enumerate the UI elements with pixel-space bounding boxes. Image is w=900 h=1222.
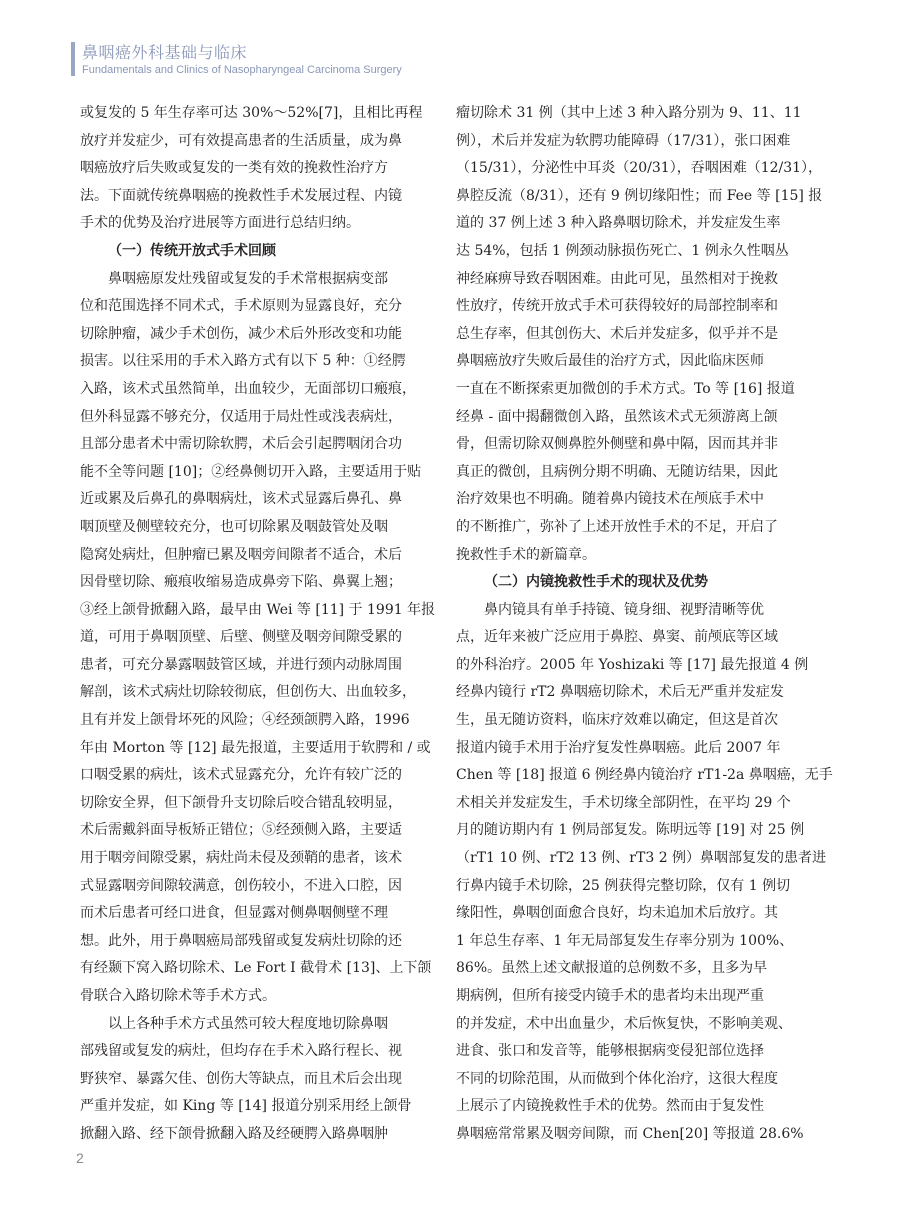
text-line: 隐窝处病灶，但肿瘤已累及咽旁间隙者不适合，术后 xyxy=(80,546,402,563)
text-line: 术后需戴斜面导板矫正错位；⑤经颈侧入路，主要适 xyxy=(80,822,402,839)
text-line: 部残留或复发的病灶，但均存在手术入路行程长、视 xyxy=(80,1043,402,1060)
text-line: 达 54%，包括 1 例颈动脉损伤死亡、1 例永久性咽丛 xyxy=(456,242,789,259)
text-line: 瘤切除术 31 例（其中上述 3 种入路分别为 9、11、11 xyxy=(456,105,802,121)
text-line: 治疗效果也不明确。随着鼻内镜技术在颅底手术中 xyxy=(456,491,764,508)
text-line: 期病例，但所有接受内镜手术的患者均未出现严重 xyxy=(456,988,764,1004)
text-line: 挽救性手术的新篇章。 xyxy=(456,546,596,563)
text-line: 切除肿瘤，减少手术创伤，减少术后外形改变和功能 xyxy=(80,325,402,342)
text-line: 入路，该术式虽然简单，出血较少，无面部切口瘢痕， xyxy=(80,380,416,397)
text-line: 86%。虽然上述文献报道的总例数不多，且多为早 xyxy=(456,960,768,977)
text-line: 但外科显露不够充分，仅适用于局灶性或浅表病灶， xyxy=(80,408,402,425)
text-line: 的并发症，术中出血量少，术后恢复快，不影响美观、 xyxy=(456,1015,792,1032)
text-line: 道，可用于鼻咽顶壁、后壁、侧壁及咽旁间隙受累的 xyxy=(80,629,402,646)
text-line: 术相关并发症发生，手术切缘全部阴性，在平均 29 个 xyxy=(456,794,791,811)
text-line: 鼻内镜具有单手持镜、镜身细、视野清晰等优 xyxy=(484,601,764,618)
text-line: 野狭窄、暴露欠佳、创伤大等缺点，而且术后会出现 xyxy=(80,1070,402,1087)
text-line: 咽顶壁及侧壁较充分，也可切除累及咽鼓管处及咽 xyxy=(80,518,388,535)
text-line: 损害。以往采用的手术入路方式有以下 5 种：①经腭 xyxy=(80,353,406,370)
text-line: （rT1 10 例、rT2 13 例、rT3 2 例）鼻咽部复发的患者进 xyxy=(456,850,827,867)
left-text-column xyxy=(80,100,436,1149)
text-line: 一直在不断探索更加微创的手术方式。To 等 [16] 报道 xyxy=(456,380,795,397)
text-line: 位和范围选择不同术式，手术原则为显露良好，充分 xyxy=(80,298,402,315)
section-heading: （二）内镜挽救性手术的现状及优势 xyxy=(484,574,708,591)
text-line: 神经麻痹导致吞咽困难。由此可见，虽然相对于挽救 xyxy=(456,270,778,287)
text-line: 缘阳性，鼻咽创面愈合良好，均未追加术后放疗。其 xyxy=(456,905,778,922)
text-line: 生，虽无随访资料，临床疗效难以确定，但这是首次 xyxy=(456,712,778,729)
text-line: 点，近年来被广泛应用于鼻腔、鼻窦、前颅底等区域 xyxy=(456,629,778,646)
text-line: 而术后患者可经口进食，但显露对侧鼻咽侧壁不理 xyxy=(80,905,388,922)
text-line: 用于咽旁间隙受累，病灶尚未侵及颈鞘的患者，该术 xyxy=(80,850,402,867)
text-line: 法。下面就传统鼻咽癌的挽救性手术发展过程、内镜 xyxy=(80,187,402,204)
page-number: 2 xyxy=(76,1150,84,1166)
text-line: 切除安全界，但下颌骨升支切除后咬合错乱较明显， xyxy=(80,794,402,811)
text-line: 1 年总生存率、1 年无局部复发生存率分别为 100%、 xyxy=(456,932,794,949)
text-line: 真正的微创，且病例分期不明确、无随访结果，因此 xyxy=(456,463,778,480)
running-header-title: 鼻咽癌外科基础与临床 xyxy=(82,43,248,62)
text-line: 且部分患者术中需切除软腭，术后会引起腭咽闭合功 xyxy=(80,436,402,453)
running-header-subtitle: Fundamentals and Clinics of Nasopharyngeal Carcinoma Surgery xyxy=(82,64,402,76)
text-line: ③经上颌骨掀翻入路，最早由 Wei 等 [11] 于 1991 年报 xyxy=(80,601,436,618)
text-line: 总生存率，但其创伤大、术后并发症多，似乎并不是 xyxy=(456,325,778,342)
text-line: 鼻咽癌原发灶残留或复发的手术常根据病变部 xyxy=(108,270,388,287)
header-accent-bar xyxy=(71,42,75,76)
text-line: 想。此外，用于鼻咽癌局部残留或复发病灶切除的还 xyxy=(80,932,402,949)
right-text-column xyxy=(456,100,833,1149)
text-line: 月的随访期内有 1 例局部复发。陈明远等 [19] 对 25 例 xyxy=(456,822,805,839)
text-line: 解剖，该术式病灶切除较彻底，但创伤大、出血较多， xyxy=(80,684,416,701)
text-line: 患者，可充分暴露咽鼓管区域，并进行颈内动脉周围 xyxy=(80,656,402,673)
text-line: 有经颞下窝入路切除术、Le Fort I 截骨术 [13]、上下颌 xyxy=(80,960,432,977)
text-line: 掀翻入路、经下颌骨掀翻入路及经硬腭入路鼻咽肿 xyxy=(80,1125,388,1142)
text-line: 进食、张口和发音等，能够根据病变侵犯部位选择 xyxy=(456,1043,764,1060)
text-line: 式显露咽旁间隙较满意，创伤较小，不进入口腔，因 xyxy=(80,877,402,894)
text-line: 口咽受累的病灶，该术式显露充分，允许有较广泛的 xyxy=(80,767,402,784)
text-line: 行鼻内镜手术切除，25 例获得完整切除，仅有 1 例切 xyxy=(456,877,791,894)
text-line: 咽癌放疗后失败或复发的一类有效的挽救性治疗方 xyxy=(80,160,388,177)
text-line: 性放疗，传统开放式手术可获得较好的局部控制率和 xyxy=(456,298,778,315)
text-line: 道的 37 例上述 3 种入路鼻咽切除术，并发症发生率 xyxy=(456,215,781,232)
text-line: 上展示了内镜挽救性手术的优势。然而由于复发性 xyxy=(456,1098,764,1115)
text-line: 手术的优势及治疗进展等方面进行总结归纳。 xyxy=(80,215,360,232)
text-line: 例），术后并发症为软腭功能障碍（17/31），张口困难 xyxy=(456,132,791,149)
text-line: 骨，但需切除双侧鼻腔外侧壁和鼻中隔，因而其并非 xyxy=(456,436,778,453)
text-line: 且有并发上颌骨坏死的风险；④经颈颌腭入路，1996 xyxy=(80,712,410,729)
text-line: 经鼻 - 面中揭翻微创入路，虽然该术式无须游离上颌 xyxy=(456,408,778,425)
section-heading: （一）传统开放式手术回顾 xyxy=(108,242,276,259)
text-line: 报道内镜手术用于治疗复发性鼻咽癌。此后 2007 年 xyxy=(456,739,781,756)
text-line: 的外科治疗。2005 年 Yoshizaki 等 [17] 最先报道 4 例 xyxy=(456,656,809,673)
text-line: 放疗并发症少，可有效提高患者的生活质量，成为鼻 xyxy=(80,132,402,149)
text-line: 不同的切除范围，从而做到个体化治疗，这很大程度 xyxy=(456,1070,778,1087)
text-line: 骨联合入路切除术等手术方式。 xyxy=(80,988,276,1004)
text-line: 经鼻内镜行 rT2 鼻咽癌切除术，术后无严重并发症发 xyxy=(456,684,784,701)
text-line: 以上各种手术方式虽然可较大程度地切除鼻咽 xyxy=(108,1015,388,1032)
text-line: 能不全等问题 [10]；②经鼻侧切开入路，主要适用于贴 xyxy=(80,463,422,480)
text-line: 鼻咽癌放疗失败后最佳的治疗方式，因此临床医师 xyxy=(456,353,764,370)
text-line: 严重并发症，如 King 等 [14] 报道分别采用经上颌骨 xyxy=(80,1098,412,1115)
text-line: 或复发的 5 年生存率可达 30%～52%[7]，且相比再程 xyxy=(80,105,423,121)
text-line: 年由 Morton 等 [12] 最先报道，主要适用于软腭和 / 或 xyxy=(80,739,431,756)
text-line: 鼻咽癌常常累及咽旁间隙，而 Chen[20] 等报道 28.6% xyxy=(456,1125,804,1142)
text-line: （15/31），分泌性中耳炎（20/31），吞咽困难（12/31）， xyxy=(456,160,823,177)
text-line: Chen 等 [18] 报道 6 例经鼻内镜治疗 rT1-2a 鼻咽癌，无手 xyxy=(456,767,833,784)
text-line: 近或累及后鼻孔的鼻咽病灶，该术式显露后鼻孔、鼻 xyxy=(80,491,402,508)
text-line: 因骨壁切除、瘢痕收缩易造成鼻旁下陷、鼻翼上翘； xyxy=(80,574,402,591)
text-line: 的不断推广，弥补了上述开放性手术的不足，开启了 xyxy=(456,518,778,535)
text-line: 鼻腔反流（8/31），还有 9 例切缘阳性；而 Fee 等 [15] 报 xyxy=(456,187,823,204)
